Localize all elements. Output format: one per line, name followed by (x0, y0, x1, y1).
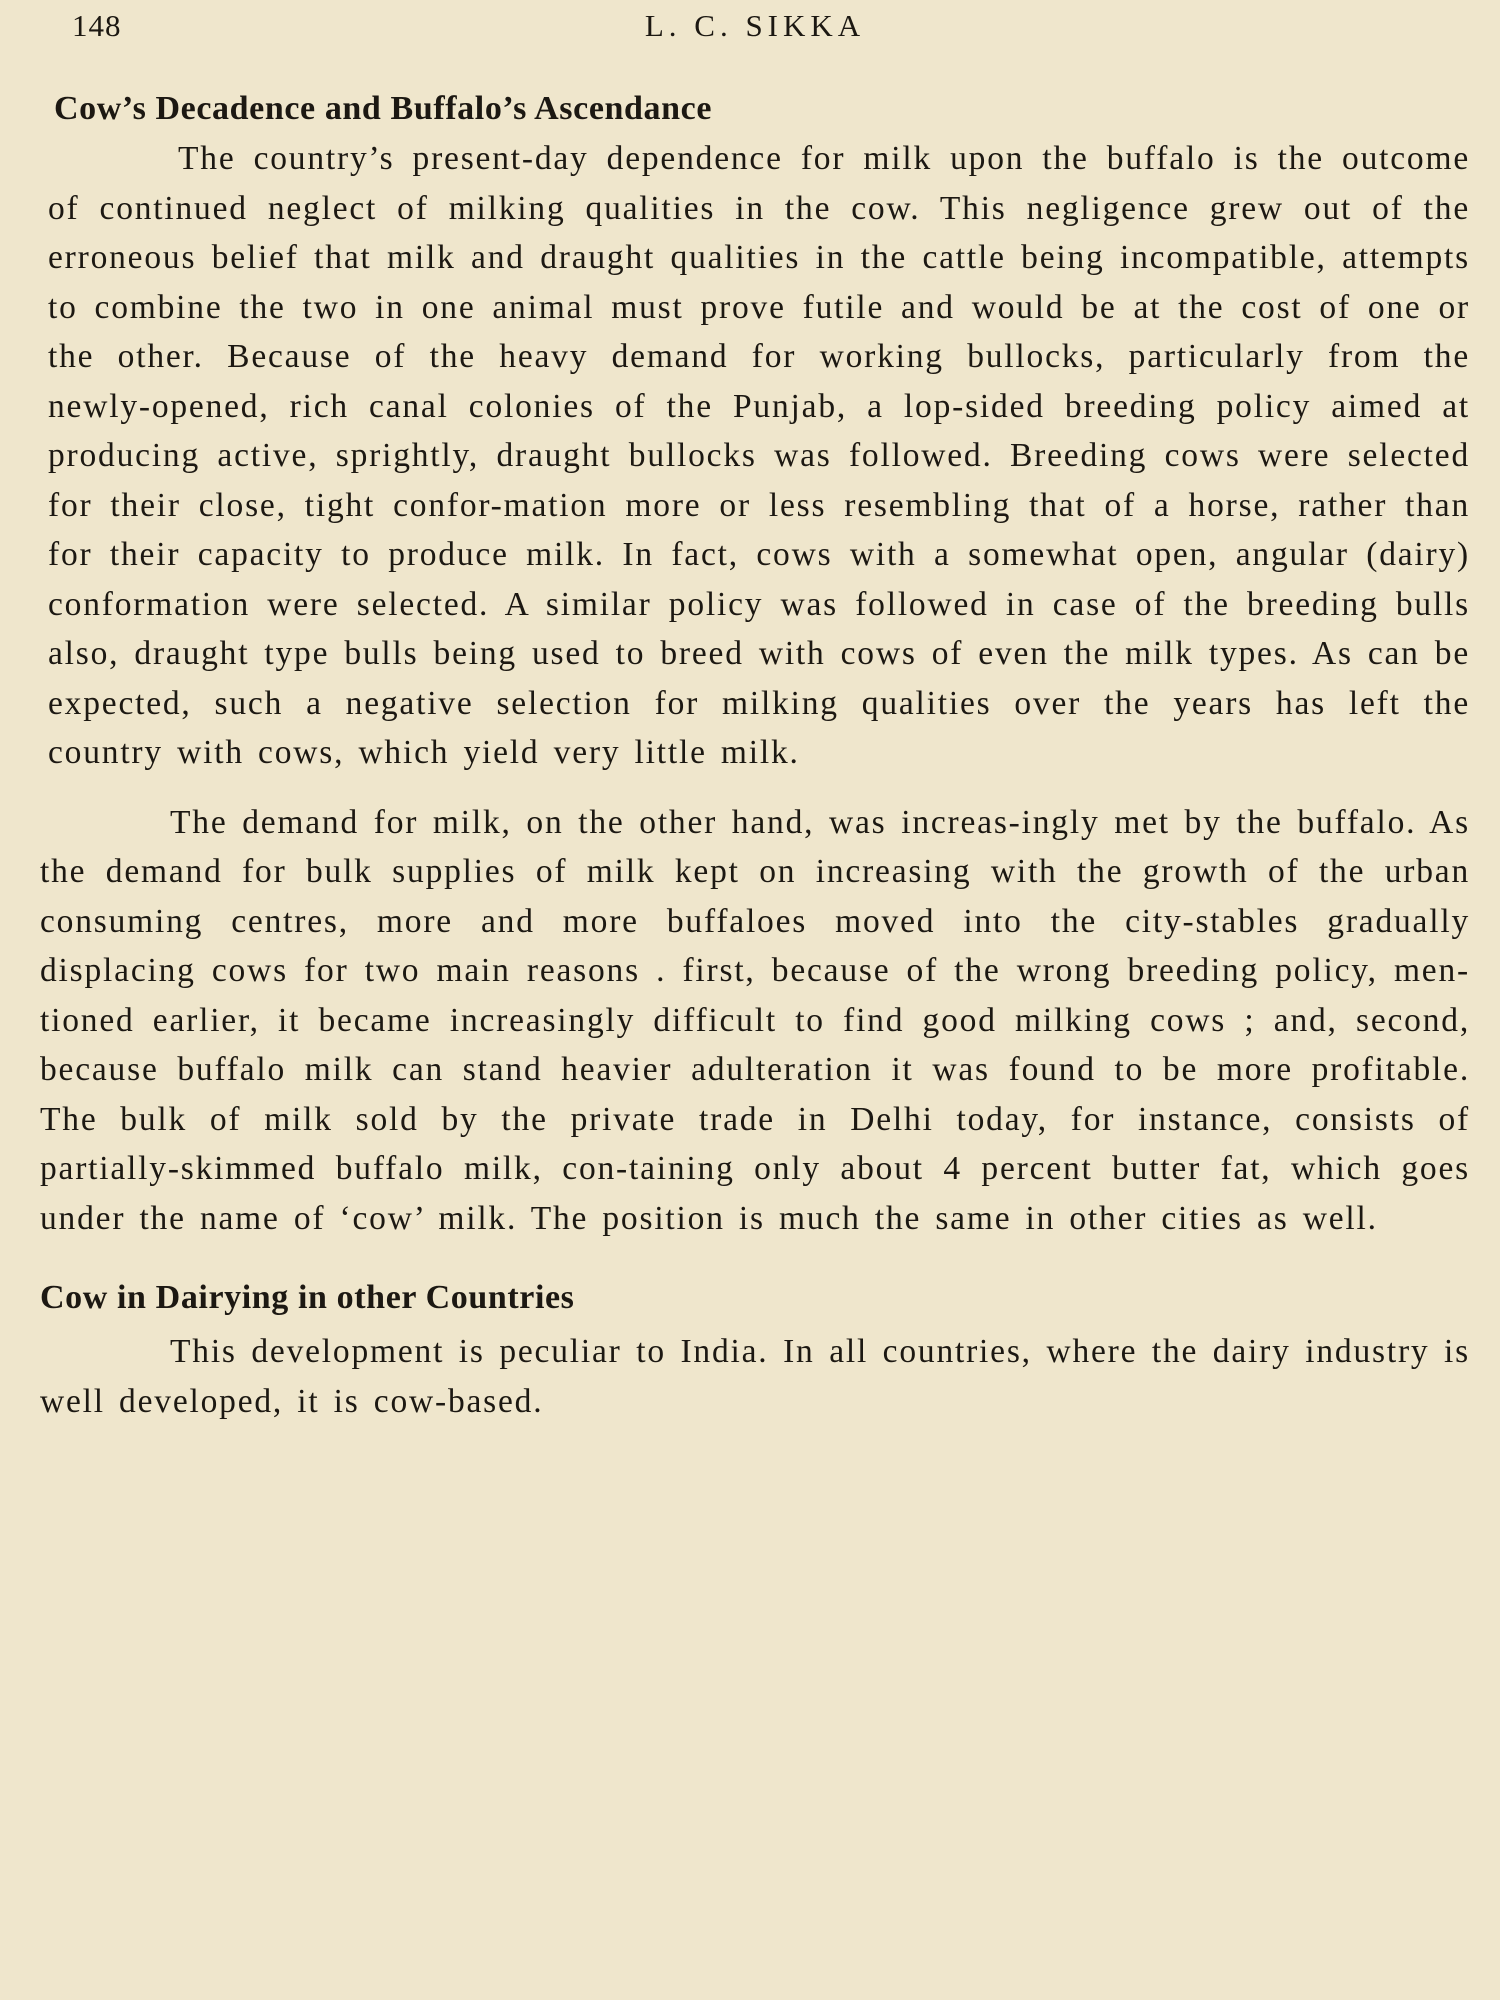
paragraph-text: This development is peculiar to India. In all countries, where the dairy industry is well developed, it is cow-based. (40, 1333, 1470, 1420)
paragraph-text: The demand for milk, on the other hand, was increas-ingly met by the buffalo. As the demand for bulk supplies of milk kept on increasing with the growth of the urban consuming centres, more and more buffaloes moved into the city-stables gradually displacing cows for two main reasons . first, because of the wrong breeding policy, men-tioned earlier, it became increasingly difficult to find good milking cows ; and, second, because buffalo milk can stand heavier adulteration it was found to be more profitable. The bulk of milk sold by the private trade in Delhi today, for instance, consists of partially-skimmed buffalo milk, con-taining only about 4 percent butter fat, which goes under the name of ‘cow’ milk. The position is much the same in other cities as well. (40, 803, 1470, 1237)
header-author: L. C. SIKKA (644, 8, 866, 43)
paragraph-text: The country’s present-day dependence for milk upon the buffalo is the outcome of continued neglect of milking qualities in the cow. This negligence grew out of the erroneous belief that milk and draught qualities in the cattle being incompatible, attempts to combine the two in one animal must prove futile and would be at the cost of one or the other. Because of the heavy demand for working bullocks, particularly from the newly-opened, rich canal colonies of the Punjab, a lop-sided breeding policy aimed at producing active, sprightly, draught bullocks was followed. Breeding cows were selected for their close, tight confor-mation more or less resembling that of a horse, rather than for their capacity to produce milk. In fact, cows with a somewhat open, angular (dairy) conformation were selected. A similar policy was followed in case of the breeding bulls also, draught type bulls being used to breed with cows of even the milk types. As can be expected, such a negative selection for milking qualities over the years has left the country with cows, which yield very little milk. (48, 140, 1470, 771)
section-heading: Cow in Dairying in other Countries (40, 1279, 575, 1316)
section-cow-decadence (40, 90, 1470, 1243)
body-paragraph (40, 798, 1470, 1244)
body-paragraph (40, 1327, 1470, 1426)
page-number: 148 (72, 8, 122, 43)
section-cow-dairying-other-countries (40, 1279, 1470, 1426)
body-paragraph (40, 134, 1470, 778)
running-header (40, 0, 1470, 60)
section-heading: Cow’s Decadence and Buffalo’s Ascendance (54, 90, 713, 127)
